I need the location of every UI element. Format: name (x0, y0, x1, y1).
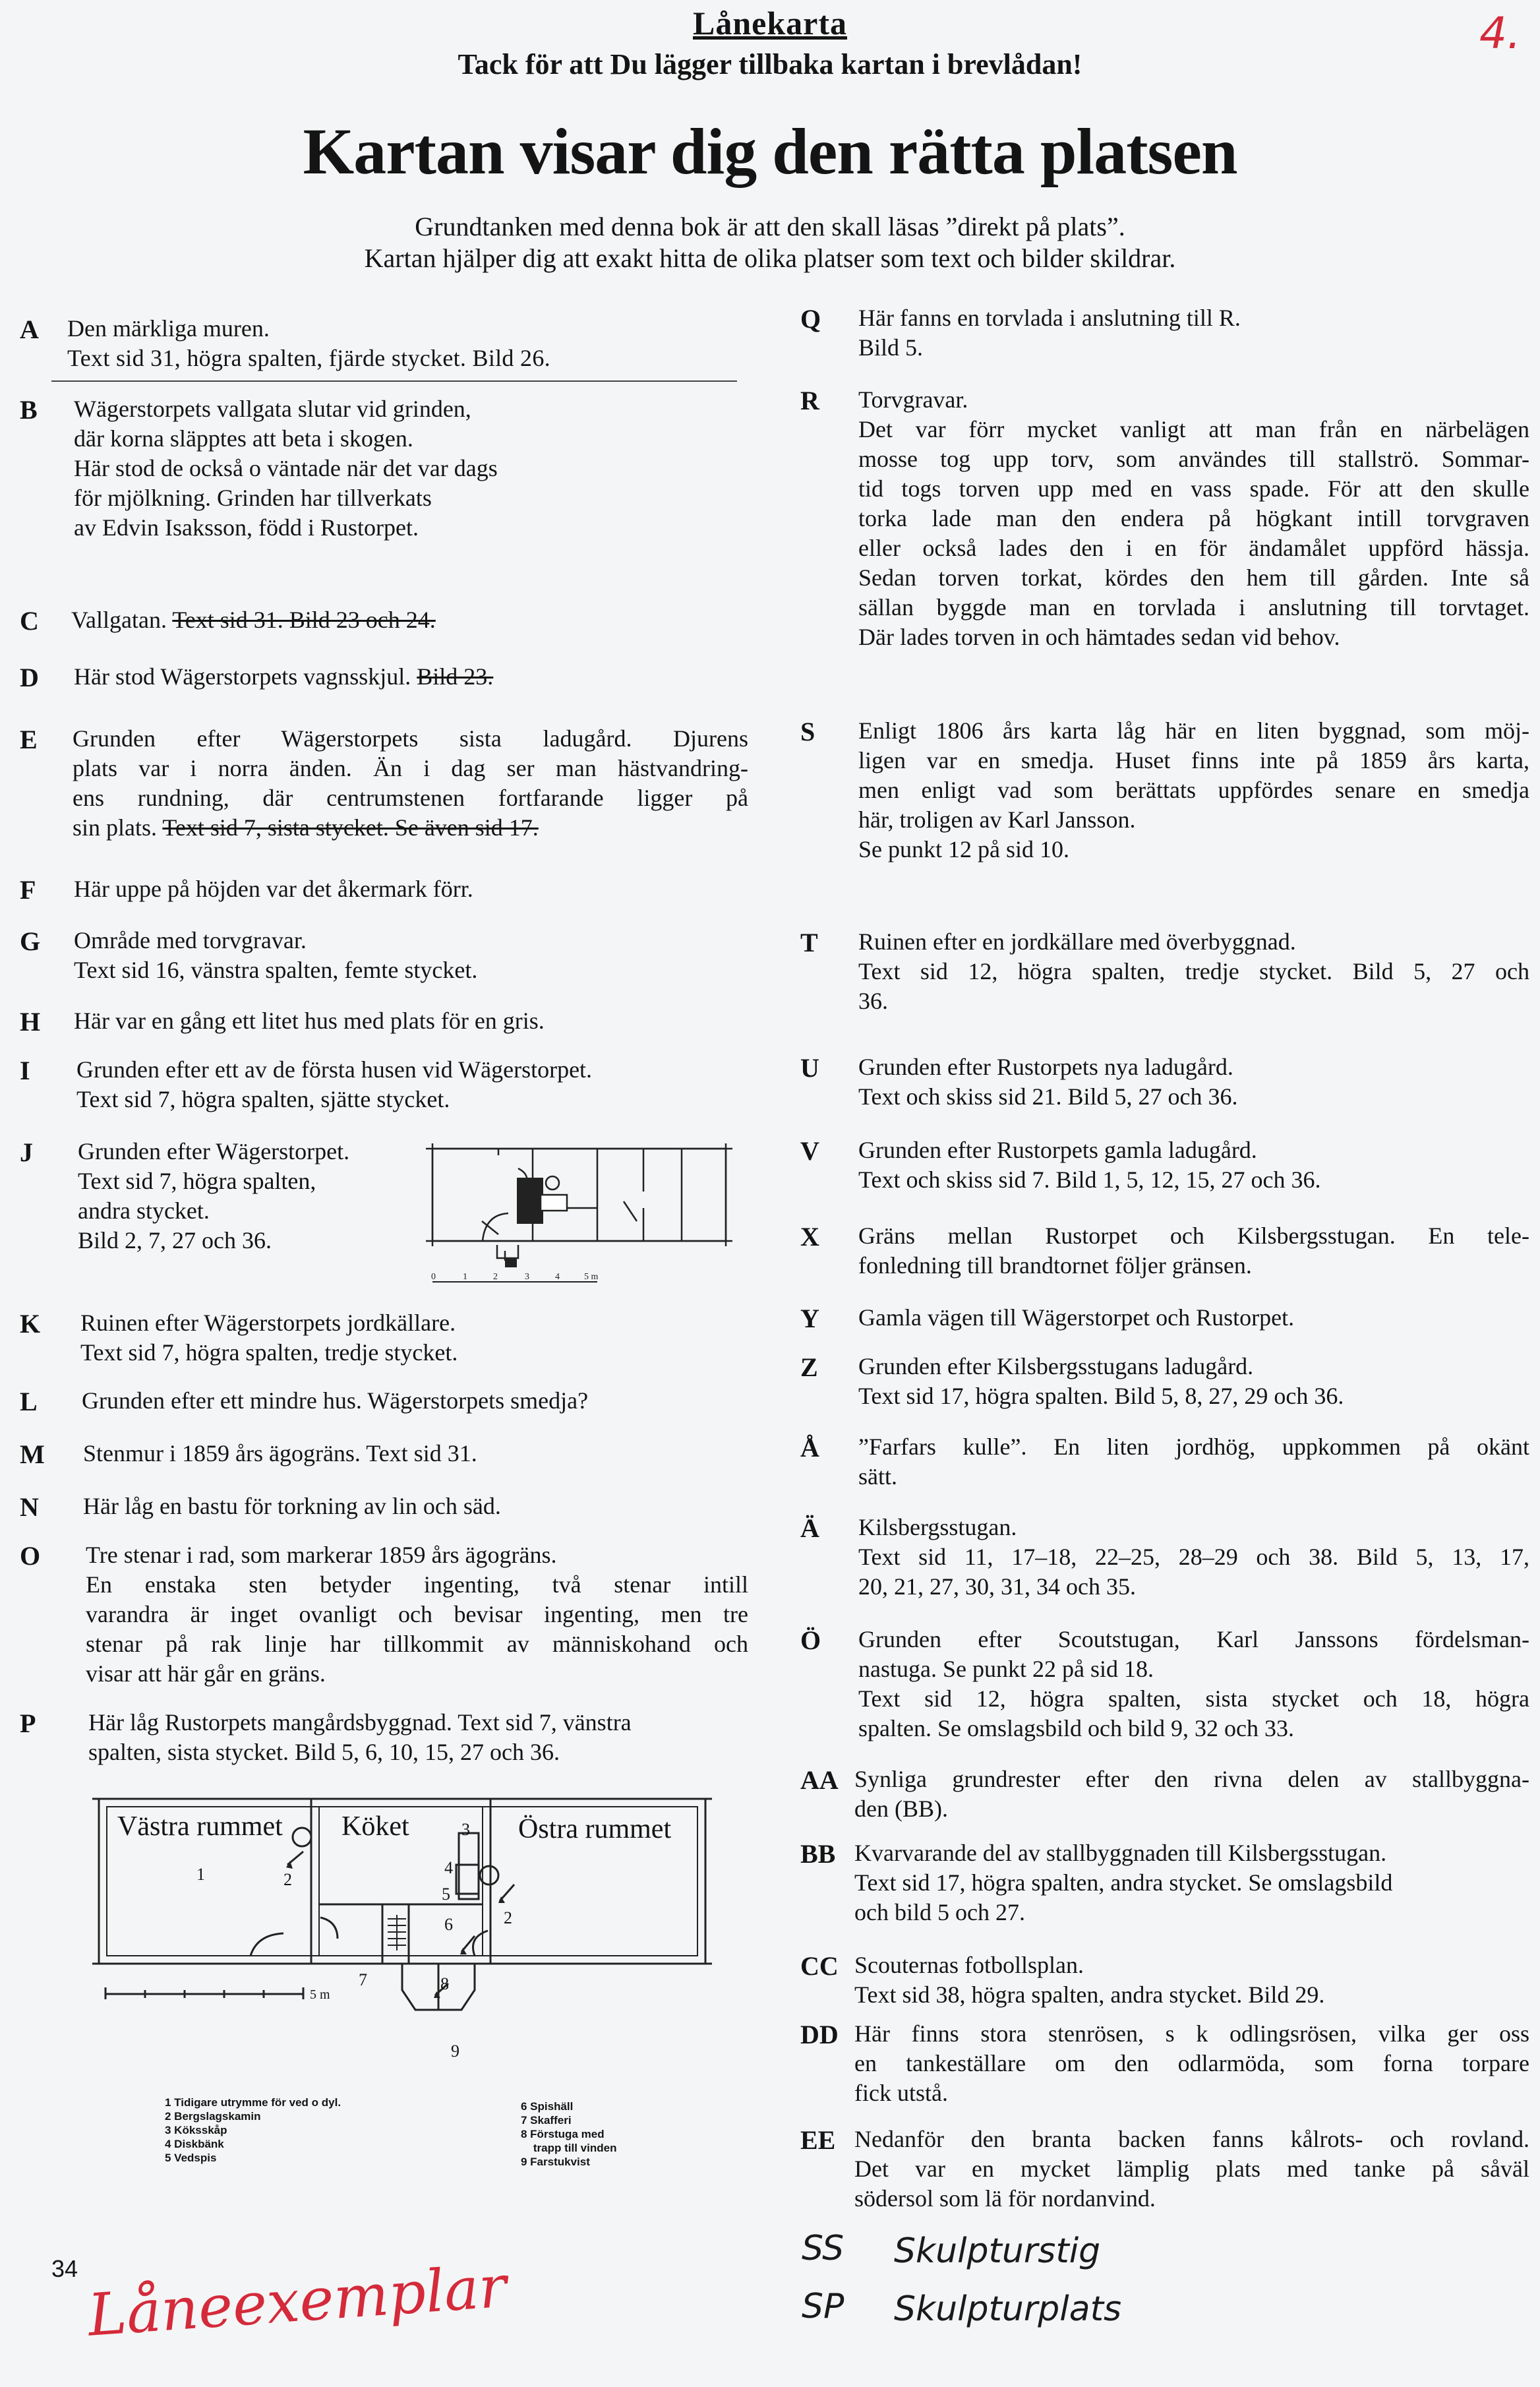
handwritten-sp-key: SP (802, 2287, 844, 2326)
plan-number-1: 1 (196, 1865, 205, 1884)
plan-number-8: 8 (440, 1974, 449, 1993)
plan-number-4: 4 (444, 1858, 453, 1877)
floorplan-wagerstorpet (419, 1129, 736, 1294)
page-number: 34 (51, 2255, 78, 2282)
page-title: Kartan visar dig den rätta platsen (303, 115, 1237, 188)
plan-scale-label: 5 m (310, 1987, 330, 2002)
plan-number-7: 7 (359, 1970, 367, 1989)
handwritten-sp-text: Skulpturplats (894, 2289, 1122, 2329)
plan-number-3: 3 (461, 1820, 470, 1839)
scale-label-4: 4 (555, 1272, 560, 1282)
plan-legend-right: 6 Spishäll 7 Skafferi 8 Förstuga med trapp till vinden 9 Farstukvist (521, 2100, 617, 2168)
handwritten-ss-key: SS (802, 2229, 844, 2268)
page-label: Lånekarta (693, 5, 847, 42)
room-label-west: Västra rummet (117, 1811, 283, 1842)
plan-number-9: 9 (451, 2041, 459, 2061)
scale-label-1: 1 (463, 1272, 467, 1282)
plan-number-2: 2 (283, 1870, 292, 1889)
plan-legend-left: 1 Tidigare utrymme för ved o dyl. 2 Bergslagskamin 3 Köksskåp 4 Diskbänk 5 Vedspis (165, 2096, 341, 2164)
room-label-kitchen: Köket (341, 1811, 409, 1842)
handwritten-page-mark: 4. (1479, 8, 1521, 59)
map-legend-page: Lånekarta 4. Tack för att Du lägger tillbaka kartan i brevlådan! Kartan visar dig den rätta platsen Grundtanken med denna bok är att den skall läsas ”direkt på plats”. Kartan hjälper dig att exakt hitta de olika platser som text och bilder skildrar. A Den märkliga muren. Text sid 31, högra spalten, fjärde stycket. Bild 26. B Wägerstorpets vallgata slutar vid grinden, där korna släpptes att beta i skogen. Här stod de också o väntade när det var dags för mjölkning. Grinden har tillverkats av Edvin Isaksson, född i Rustorpet. C Vallgatan. Text sid 31. Bild 23 och 24. D Här stod Wägerstorpets vagnsskjul. Bild 23. E Grunden efter Wägerstorpets sista ladugård. Djurens plats var i norra änden. Än i dag ser man hästvandring- ens rundning, där centrumstenen fortfarande ligger på sin plats. Text sid 7, sista stycket. Se även sid 17. F Här uppe på höjden var det åkermark förr. G Område med torvgravar. Text sid 16, vänstra spalten, femte stycket. H Här var en gång ett litet hus med plats för en gris. I Grunden efter ett av de första husen vid Wägerstorpet. Text sid 7, högra spalten, sjätte stycket. J Grunden efter Wägerstorpet. Text sid 7, högra spalten, andra stycket. Bild 2, 7, 27 och 36. 0 1 2 3 4 5 m K Ruinen efter Wägerstorpets jordkällare. Text sid 7, högra spalten, tredje stycket. L Grunden efter ett mindre hus. Wägerstorpets smedja? M Stenmur i 1859 års ägogräns. Text sid 31. N Här låg en bastu för torkning av lin och säd. O Tre stenar i rad, som markerar 1859 års ägogräns. En enstaka sten betyder ingenting, två stenar intill varandra är inget ovanligt och bevisar ingenting, men tre stenar på rak linje har tillkommit av människohand och visar att här går en gräns. P Här låg Rustorpets mangårdsbyggnad. Text sid 7, vänstra spalten, sista stycket. Bild 5, 6, 10, 15, 27 och 36. Västra rummet Köket Östra rummet 1 2 3 4 5 6 2 7 8 9 5 m 1 Tidigare utrymme för ved o dyl. 2 Bergslagskamin 3 Köksskåp 4 Diskbänk 5 Vedspis 6 Spishäll 7 Skafferi 8 Förstuga med trapp till vinden 9 Farstukvist 34 Låneexemplar Q Här fanns en torvlada i anslutning till R. Bild 5. R Torvgravar. Det var förr mycket vanligt att man från en närbelägen mosse tog upp torv, som användes till stallströ. Sommar- tid togs torven upp med en vass spade. För att den skulle torka lade man den endera på högkant intill torvgraven eller också lades den i en för ändamålet uppförd hässja. Sedan torven torkat, kördes den hem till gården. Inte så sällan byggde man en torvlada i anslutning till torvtaget. Där lades torven in och hämtades sedan vid behov. S Enligt 1806 års karta låg här en liten byggnad, som möj- ligen var en smedja. Huset finns inte på 1859 års karta, men enligt vad som berättats uppfördes senare en smedja här, troligen av Karl Jansson. Se punkt 12 på sid 10. T Ruinen efter en jordkällare med överbyggnad. Text sid 12, högra spalten, tredje stycket. Bild 5, 27 och 36. U Grunden efter Rustorpets nya ladugård. Text och skiss sid 21. Bild 5, 27 och 36. V Grunden efter Rustorpets gamla ladugård. Text och skiss sid 7. Bild 1, 5, 12, 15, 27 och 36. X Gräns mellan Rustorpet och Kilsbergsstugan. En tele- fonledning till brandtornet följer gränsen. Y Gamla vägen till Wägerstorpet och Rustorpet. Z Grunden efter Kilsbergsstugans ladugård. Text sid 17, högra spalten. Bild 5, 8, 27, 29 och 36. Å ”Farfars kulle”. En liten jordhög, uppkommen på okänt sätt. Ä Kilsbergsstugan. Text sid 11, 17–18, 22–25, 28–29 och 38. Bild 5, 13, 17, 20, 21, 27, 30, 31, 34 och 35. Ö Grunden efter Scoutstugan, Karl Janssons fördelsman- nastuga. Se punkt 22 på sid 18. Text sid 12, högra spalten, sista stycket och 18, högra spalten. Se omslagsbild och bild 9, 32 och 33. AA Synliga grundrester efter den rivna delen av stallbyggna- den (BB). BB Kvarvarande del av stallbyggnaden till Kilsbergsstugan. Text sid 17, högra spalten, andra stycket. Se omslagsbild och bild 5 och 27. CC Scouternas fotbollsplan. Text sid 38, högra spalten, andra stycket. Bild 29. DD Här finns stora stenrösen, s k odlingsrösen, vilka ger oss en tankeställare om den odlarmöda, som forna torpare fick utstå. EE Nedanför den branta backen fanns kålrots- och rovland. Det var en mycket lämplig plats med tanke på såväl södersol som lä för nordanvind. SS Skulpturstig SP Skulpturplats (0, 0, 1540, 2387)
scale-label-0: 0 (431, 1272, 436, 1282)
intro-line-1: Grundtanken med denna bok är att den skall läsas ”direkt på plats”. (415, 212, 1125, 241)
plan-number-6: 6 (444, 1915, 453, 1934)
plan-number-2b: 2 (504, 1908, 512, 1927)
scale-label-2: 2 (493, 1272, 498, 1282)
scale-label-3: 3 (525, 1272, 529, 1282)
handwritten-lanexemplar: Låneexemplar (86, 2252, 509, 2349)
plan-number-5: 5 (442, 1885, 450, 1904)
return-notice: Tack för att Du lägger tillbaka kartan i brevlådan! (458, 48, 1082, 80)
room-label-east: Östra rummet (518, 1814, 672, 1844)
floorplan-rustorpet (92, 1786, 719, 2096)
scale-label-5: 5 m (584, 1272, 599, 1282)
divider (51, 380, 737, 382)
handwritten-ss-text: Skulpturstig (894, 2231, 1101, 2271)
intro-line-2: Kartan hjälper dig att exakt hitta de olika platser som text och bilder skildrar. (364, 243, 1176, 273)
